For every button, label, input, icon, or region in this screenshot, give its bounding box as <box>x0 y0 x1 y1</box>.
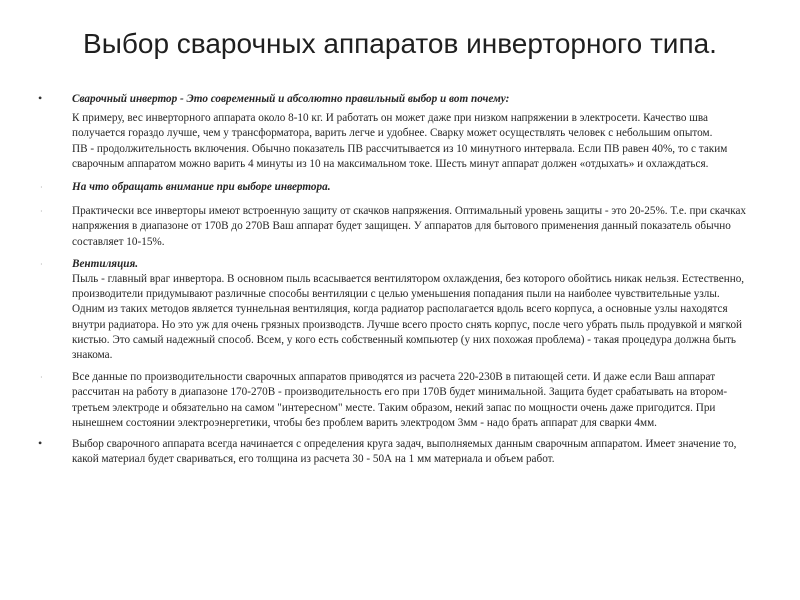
bullet-icon: · <box>40 183 43 193</box>
paragraph-performance <box>38 370 748 431</box>
intro-heading: Сварочный инвертор - Это современный и абсолютно правильный выбор и вот почему: <box>72 93 510 105</box>
paragraph-inverter-weight <box>38 111 748 172</box>
bullet-icon: • <box>38 91 43 105</box>
performance-text: Все данные по производительности сварочных аппаратов приводятся из расчета 220-230В в питающей сети. И даже если Ваш аппарат рассчитан на работу в диапазоне 170-270В - производительность его при 170В будет минимальной. Защита будет срабатывать на втором-третьем электроде и обязательно на самом "интересном" месте. Таким образом, некий запас по мощности очень даже пригодится. При нынешнем состоянии электроэнергетики, чтобы без проблем варить электродом 3мм - надо брать аппарат для сварки 4мм. <box>72 371 728 429</box>
bullet-icon: · <box>40 373 43 383</box>
ventilation-text: Пыль - главный враг инвертора. В основном пыль всасывается вентилятором охлаждения, без которого обойтись никак нельзя. Естественно, производители придумывают различные способы вентиляции с целью уменьшения попадания пыли на наиболее чувствительные узлы. Одним из таких методов является туннельная вентиляция, когда радиатор располагается вдоль всего корпуса, а основные узлы находятся внутри радиатора. Но это уж для очень грязных производств. Лучше всего просто снять корпус, после чего убрать пыль продувкой и мягкой кистью. Это самый надежный способ. Всем, у кого есть собственный компьютер (у них похожая проблема) - такая процедура должна быть знакома. <box>72 273 745 362</box>
bullet-item-choice <box>38 437 748 467</box>
bullet-icon: · <box>40 207 43 217</box>
slide-title: Выбор сварочных аппаратов инверторного типа. <box>83 28 717 59</box>
choice-text: Выбор сварочного аппарата всегда начинается с определения круга задач, выполняемых данным сварочным аппаратом. Имеет значение то, какой материал будет свариваться, его толщина из расчета 30 - 50А на 1 мм материала и объем работ. <box>72 438 737 466</box>
bullet-icon: · <box>40 259 43 269</box>
what-to-look-for-heading: На что обращать внимание при выборе инвертора. <box>72 181 331 194</box>
paragraph-ventilation <box>38 257 748 363</box>
paragraph-protection <box>38 204 748 250</box>
bullet-item-inverter-intro <box>38 92 748 107</box>
ventilation-heading: Вентиляция. <box>72 257 139 270</box>
inverter-weight-text: К примеру, вес инверторного аппарата около 8-10 кг. И работать он может даже при низком напряжении в электросети. Качество шва получается гораздо лучше, чем у трансформатора, варить легче и удобнее. Сварку может осуществлять человек с небольшим опытом. ПВ - продолжительность включения. Обычно показатель ПВ рассчитывается из 10 минутного интервала. Если ПВ равен 40%, то с таким сварочным аппаратом можно варить 4 минуты из 10 на максимальном токе. Шесть минут аппарат должен «отдыхать» и охлаждаться. <box>72 112 728 170</box>
bullet-icon: • <box>38 436 43 451</box>
protection-text: Практически все инверторы имеют встроенную защиту от скачков напряжения. Оптимальный уровень защиты - это 20-25%. Т.е. при скачках напряжения в диапазоне от 170В до 270В Ваш аппарат будет защищен. У аппаратов для бытового применения данный показатель обычно составляет 10-15%. <box>72 205 747 248</box>
paragraph-what-to-look-for <box>38 180 748 195</box>
slide-body <box>38 92 748 467</box>
